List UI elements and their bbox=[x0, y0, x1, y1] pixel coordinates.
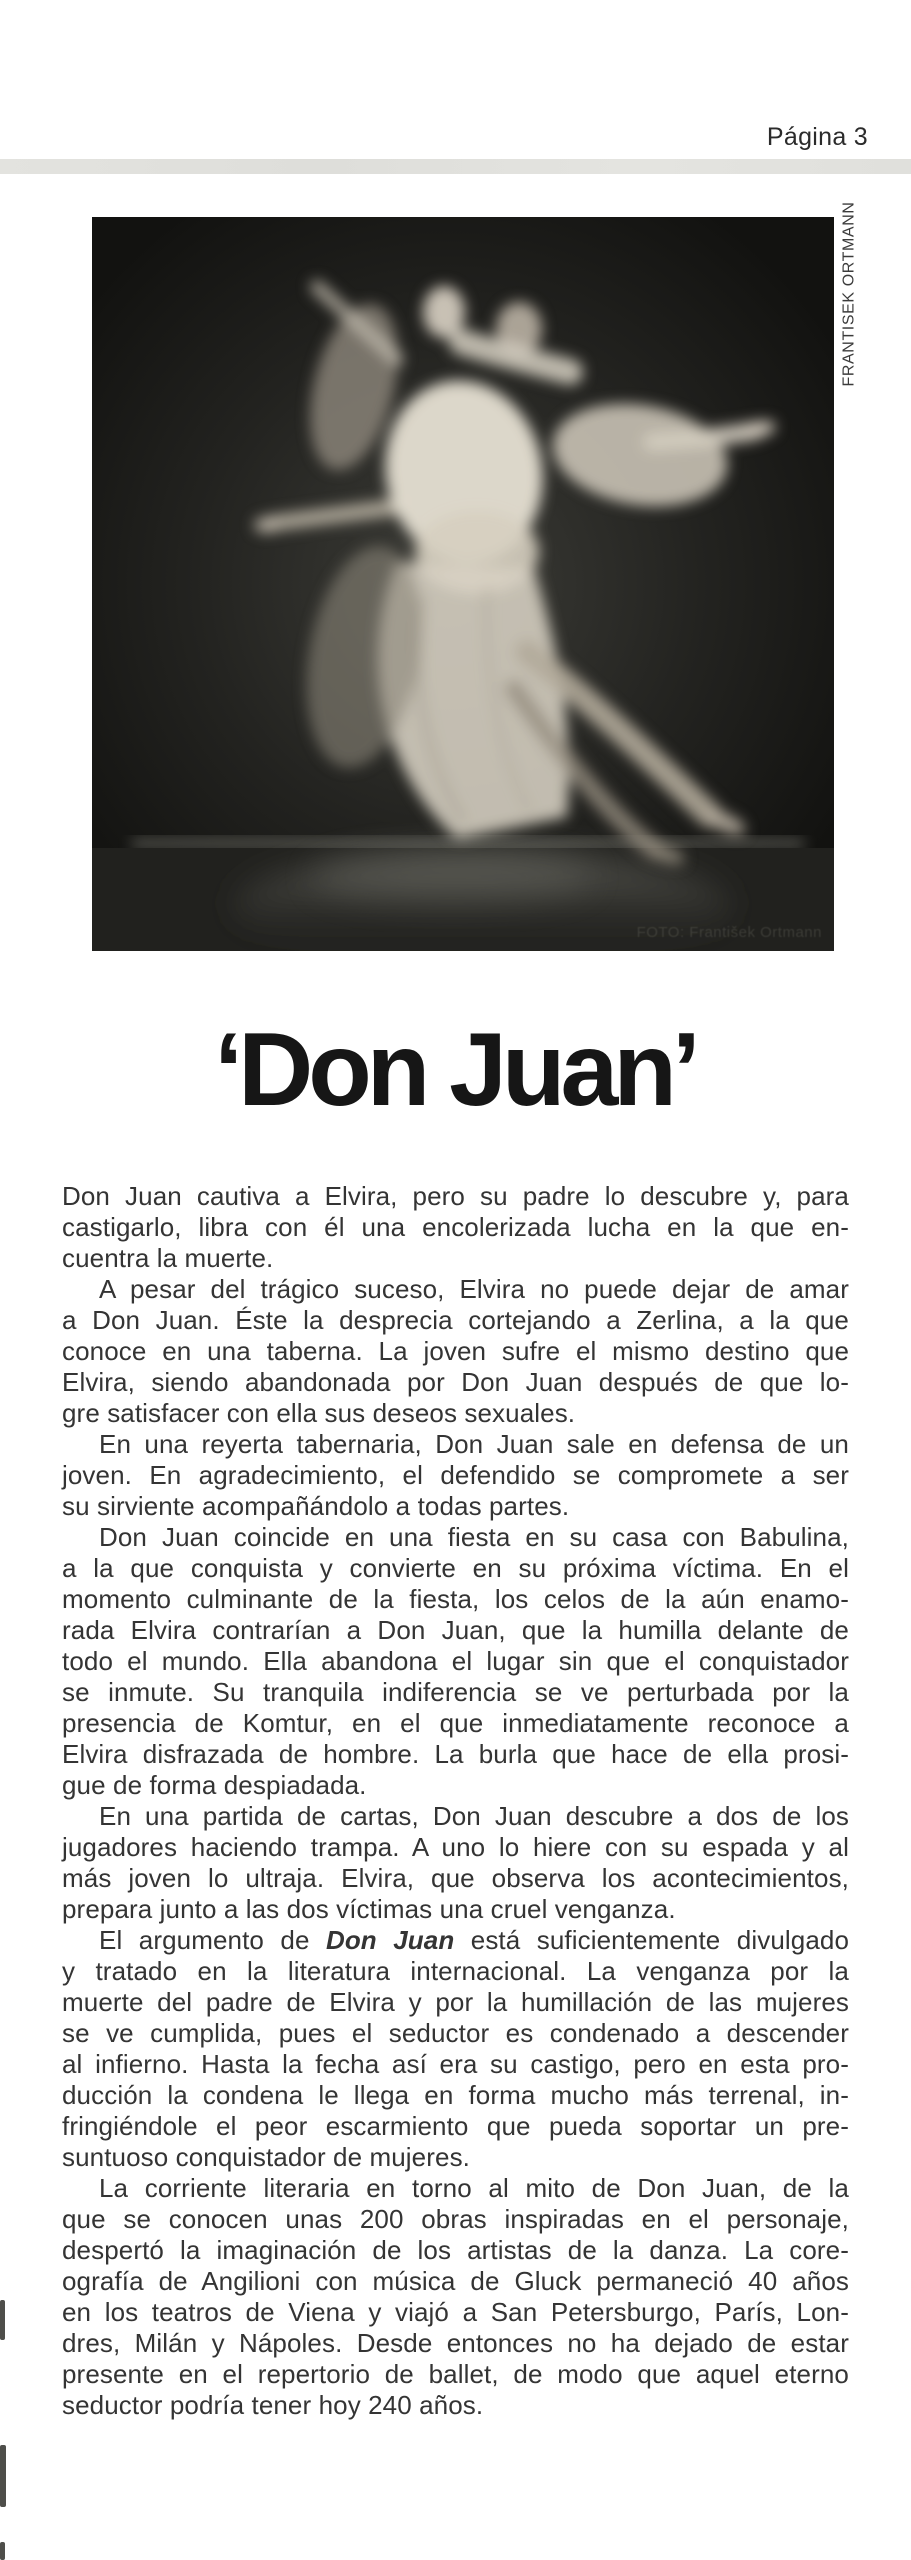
text-line: joven. En agradecimiento, el defendido se compromete a ser bbox=[62, 1460, 849, 1490]
photo-credit: FRANTISEK ORTMANN bbox=[841, 201, 858, 387]
text-line: y tratado en la literatura internacional. La venganza por la bbox=[62, 1956, 849, 1986]
text-line: en los teatros de Viena y viajó a San Petersburgo, París, Lon- bbox=[62, 2297, 849, 2327]
scan-artifact bbox=[0, 2445, 6, 2507]
text-line: a la que conquista y convierte en su próxima víctima. En el bbox=[62, 1553, 849, 1583]
page-number: Página 3 bbox=[766, 123, 868, 151]
text-line: más joven lo ultraja. Elvira, que observa los acontecimientos, bbox=[62, 1863, 849, 1893]
scan-artifact bbox=[0, 2542, 5, 2560]
text-line: se inmute. Su tranquila indiferencia se ve perturbada por la bbox=[62, 1677, 849, 1707]
text-line: Don Juan coincide en una fiesta en su casa con Babulina, bbox=[99, 1522, 849, 1552]
text-line: gue de forma despiadada. bbox=[62, 1770, 367, 1800]
text-line: cuentra la muerte. bbox=[62, 1243, 274, 1273]
text-line: En una reyerta tabernaria, Don Juan sale en defensa de un bbox=[99, 1429, 849, 1459]
text-line: jugadores haciendo trampa. A uno lo hiere con su espada y al bbox=[62, 1832, 849, 1862]
text-line: fringiéndole el peor escarmiento que pueda soportar un pre- bbox=[62, 2111, 849, 2141]
text-line: castigarlo, libra con él una encolerizada lucha en la que en- bbox=[62, 1212, 849, 1242]
plain-text: El argumento de bbox=[99, 1925, 326, 1955]
text-line: presencia de Komtur, en el que inmediatamente reconoce a bbox=[62, 1708, 849, 1738]
text-line: dres, Milán y Nápoles. Desde entonces no ha dejado de estar bbox=[62, 2328, 849, 2358]
emphasized-text: Don Juan bbox=[325, 1925, 455, 1955]
text-line bbox=[62, 1925, 849, 1956]
ballet-photo bbox=[92, 217, 834, 951]
text-line: momento culminante de la fiesta, los celos de la aún enamo- bbox=[62, 1584, 849, 1614]
photo-credit-wrap bbox=[838, 201, 862, 387]
article-title: ‘Don Juan’ bbox=[214, 1012, 696, 1128]
photo-watermark: FOTO: František Ortmann bbox=[636, 924, 822, 941]
text-line: gre satisfacer con ella sus deseos sexuales. bbox=[62, 1398, 576, 1428]
text-line: todo el mundo. Ella abandona el lugar sin que el conquistador bbox=[62, 1646, 849, 1676]
scan-artifact bbox=[0, 2300, 5, 2340]
text-line: que se conocen unas 200 obras inspiradas en el personaje, bbox=[62, 2204, 849, 2234]
text-line: conoce en una taberna. La joven sufre el mismo destino que bbox=[62, 1336, 849, 1366]
text-line: Elvira disfrazada de hombre. La burla que hace de ella prosi- bbox=[62, 1739, 849, 1769]
text-line: suntuoso conquistador de mujeres. bbox=[62, 2142, 470, 2172]
text-line: La corriente literaria en torno al mito de Don Juan, de la bbox=[99, 2173, 849, 2203]
plain-text: está suficientemente divulgado bbox=[454, 1925, 849, 1955]
text-line: se ve cumplida, pues el seductor es condenado a descender bbox=[62, 2018, 849, 2048]
header-divider-bar bbox=[0, 159, 911, 174]
dancers-photo-illustration bbox=[92, 217, 834, 951]
text-line: rada Elvira contrarían a Don Juan, que la humilla delante de bbox=[62, 1615, 849, 1645]
text-line: despertó la imaginación de los artistas de la danza. La core- bbox=[62, 2235, 849, 2265]
text-line: A pesar del trágico suceso, Elvira no puede dejar de amar bbox=[99, 1274, 849, 1304]
text-line: ducción la condena le llega en forma mucho más terrenal, in- bbox=[62, 2080, 849, 2110]
text-line: su sirviente acompañándolo a todas partes. bbox=[62, 1491, 570, 1521]
text-line: prepara junto a las dos víctimas una cruel venganza. bbox=[62, 1894, 676, 1924]
text-line: a Don Juan. Éste la desprecia cortejando a Zerlina, a la que bbox=[62, 1305, 849, 1335]
text-line: Elvira, siendo abandonada por Don Juan después de que lo- bbox=[62, 1367, 849, 1397]
text-line: presente en el repertorio de ballet, de modo que aquel eterno bbox=[62, 2359, 849, 2389]
text-line: En una partida de cartas, Don Juan descubre a dos de los bbox=[99, 1801, 849, 1831]
text-line: seductor podría tener hoy 240 años. bbox=[62, 2390, 484, 2420]
article-body bbox=[62, 1181, 849, 2421]
text-line: muerte del padre de Elvira y por la humillación de las mujeres bbox=[62, 1987, 849, 2017]
text-line: Don Juan cautiva a Elvira, pero su padre lo descubre y, para bbox=[62, 1181, 849, 1211]
text-line: al infierno. Hasta la fecha así era su castigo, pero en esta pro- bbox=[62, 2049, 849, 2079]
text-line: ografía de Angilioni con música de Gluck permaneció 40 años bbox=[62, 2266, 849, 2296]
